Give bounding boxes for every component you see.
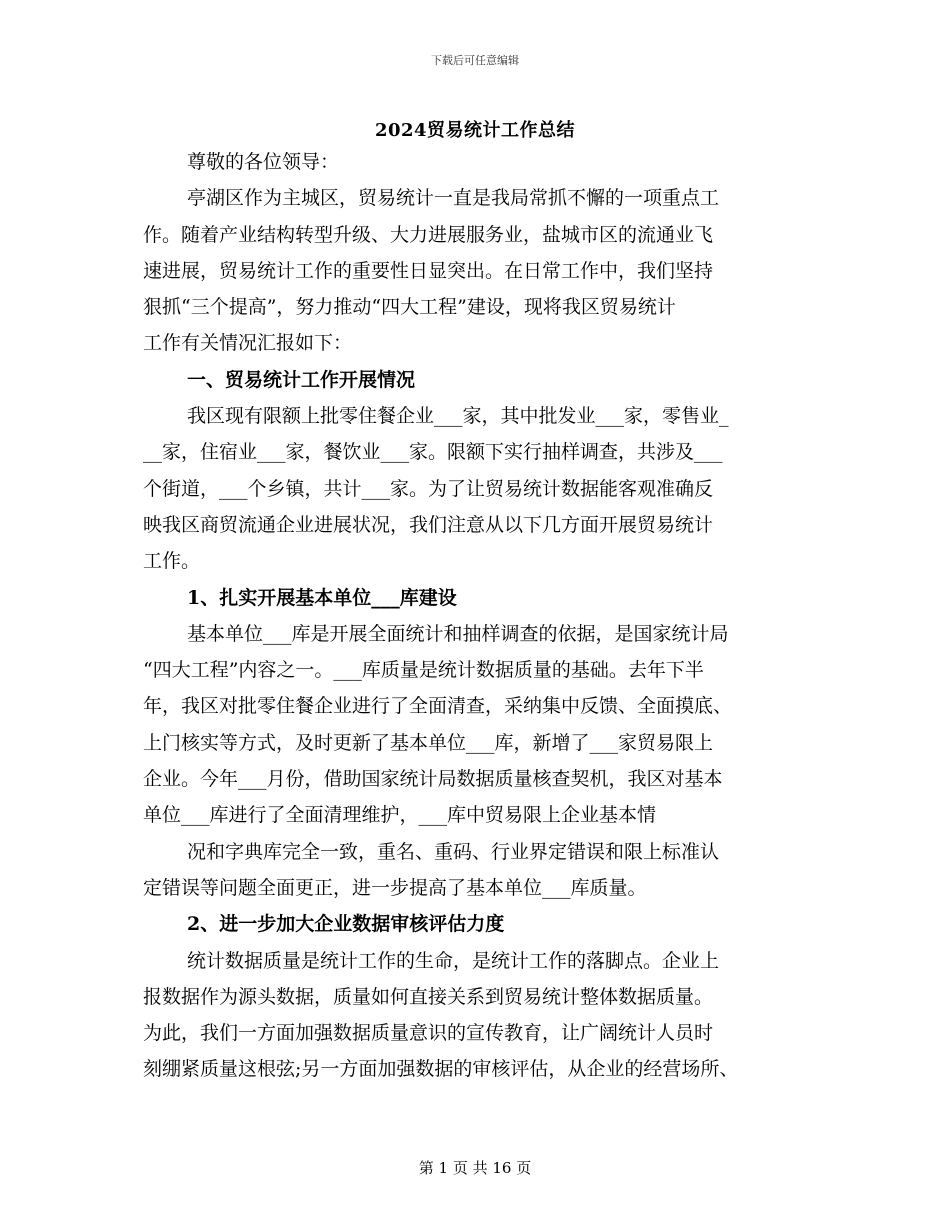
section-heading: 一、贸易统计工作开展情况: [187, 368, 416, 391]
paragraph-line: 映我区商贸流通企业进展状况，我们注意从以下几方面开展贸易统计: [143, 513, 714, 536]
page-header-note: 下载后可任意编辑: [431, 54, 519, 67]
paragraph-line: 定错误等问题全面更正，进一步提高了基本单位___库质量。: [143, 876, 647, 899]
paragraph-line: __家，住宿业___家，餐饮业___家。限额下实行抽样调查，共涉及___: [143, 441, 723, 464]
page-number: 第 1 页 共 16 页: [418, 1159, 532, 1177]
paragraph-line: 作。随着产业结构转型升级、大力进展服务业，盐城市区的流通业飞: [143, 223, 714, 246]
paragraph-line: 上门核实等方式，及时更新了基本单位___库，新增了___家贸易限上: [143, 731, 714, 754]
document-body: [143, 144, 815, 1088]
paragraph-line: 单位___库进行了全面清理维护，___库中贸易限上企业基本情: [143, 804, 657, 827]
paragraph-line: 我区现有限额上批零住餐企业___家，其中批发业___家，零售业_: [187, 405, 729, 428]
paragraph-line: 统计数据质量是统计工作的生命，是统计工作的落脚点。企业上: [187, 949, 720, 972]
paragraph-line: 工作有关情况汇报如下：: [143, 332, 353, 355]
paragraph-line: 亭湖区作为主城区，贸易统计一直是我局常抓不懈的一项重点工: [187, 187, 720, 210]
salutation: 尊敬的各位领导：: [187, 151, 340, 173]
subsection-heading: 1、扎实开展基本单位___库建设: [187, 586, 457, 609]
paragraph-line: 速进展，贸易统计工作的重要性日显突出。在日常工作中，我们坚持: [143, 259, 714, 282]
subsection-heading: 2、进一步加大企业数据审核评估力度: [187, 913, 505, 936]
paragraph-line: 刻绷紧质量这根弦;另一方面加强数据的审核评估，从企业的经营场所、: [143, 1058, 739, 1081]
paragraph-line: 基本单位___库是开展全面统计和抽样调查的依据，是国家统计局: [187, 622, 729, 645]
paragraph-line: 工作。: [143, 550, 201, 573]
paragraph-line: 况和字典库完全一致，重名、重码、行业界定错误和限上标准认: [187, 840, 720, 863]
paragraph-line: 为此，我们一方面加强数据质量意识的宣传教育，让广阔统计人员时: [143, 1022, 714, 1045]
paragraph-line: 年，我区对批零住餐企业进行了全面清查，采纳集中反馈、全面摸底、: [143, 695, 733, 718]
paragraph-line: 企业。今年___月份，借助国家统计局数据质量核查契机，我区对基本: [143, 768, 723, 791]
paragraph-line: 狠抓“三个提高”，努力推动“四大工程”建设，现将我区贸易统计: [143, 296, 676, 319]
paragraph-line: “四大工程”内容之一。___库质量是统计数据质量的基础。去年下半: [143, 659, 704, 682]
paragraph-line: 报数据作为源头数据，质量如何直接关系到贸易统计整体数据质量。: [143, 985, 714, 1008]
document-title: 2024贸易统计工作总结: [374, 120, 576, 141]
paragraph-line: 个街道，___个乡镇，共计___家。为了让贸易统计数据能客观准确反: [143, 477, 714, 500]
